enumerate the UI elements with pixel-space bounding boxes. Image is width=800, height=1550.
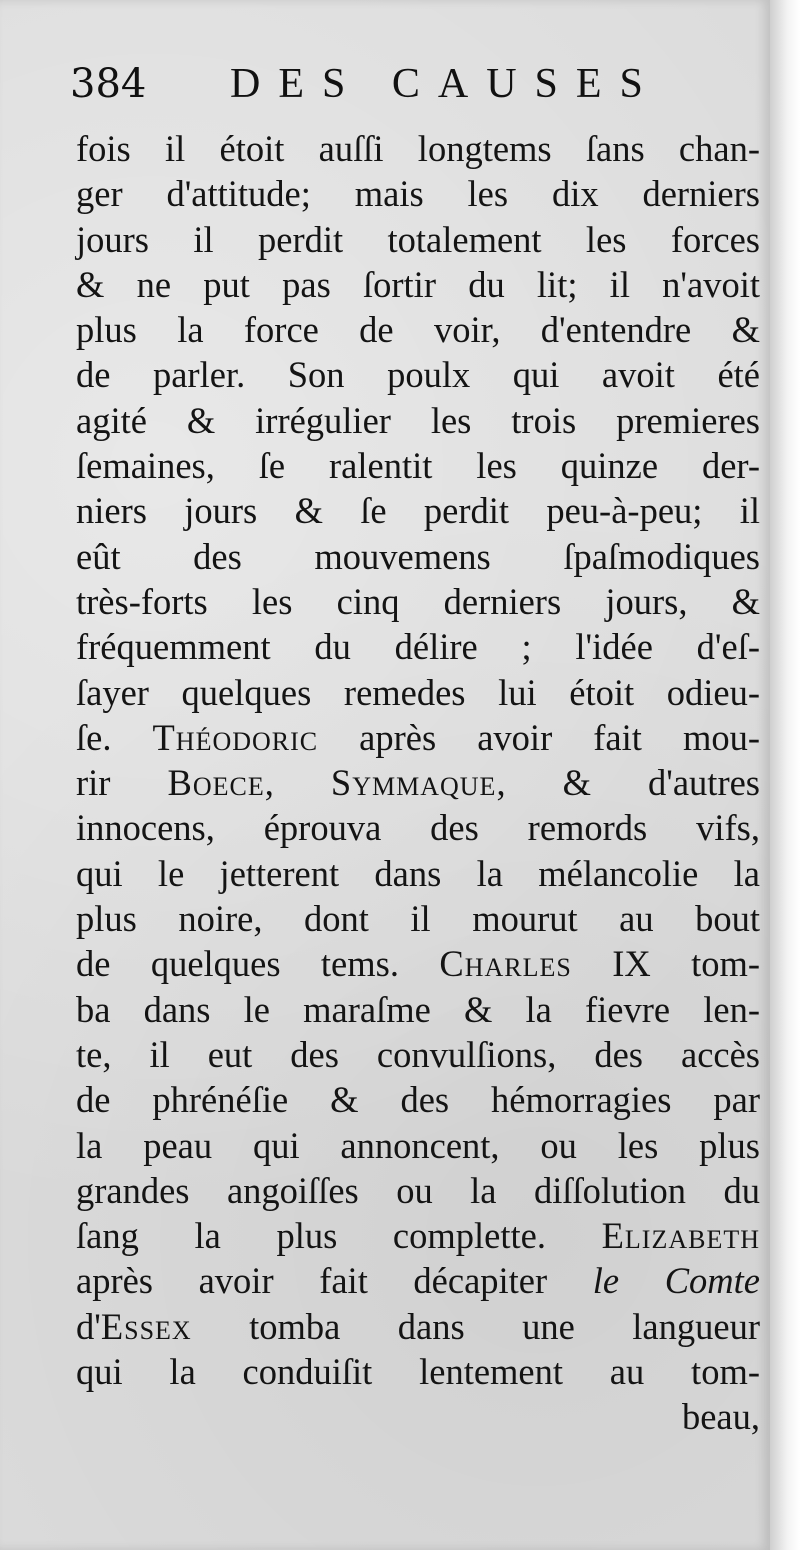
text-segment: rir [76,762,168,804]
text-line [76,1304,760,1349]
text-line [76,1168,760,1213]
text-segment: Théodoric [152,716,319,758]
text-segment: ſemaines, ſe ralentit les quinze der- [76,445,760,487]
text-line [76,352,760,397]
text-line [76,670,760,715]
text-line [76,624,760,669]
text-line [76,1349,760,1394]
text-segment: , & d'autres [496,762,761,804]
text-segment: qui la conduiſit lentement au tom- [76,1351,760,1393]
text-line [76,941,760,986]
text-segment: ſang la plus complette. [76,1215,602,1257]
text-segment: plus noire, dont il mourut au bout [76,898,760,940]
running-head: DES CAUSES [230,61,661,107]
text-segment: Charles [439,943,572,985]
body-text [76,126,760,1440]
text-segment: ſayer quelques remedes lui étoit odieu- [76,671,760,713]
text-line [76,896,760,941]
text-segment: ba dans le maraſme & la fievre len- [76,988,760,1030]
text-segment: Boece [167,762,265,804]
page-number: 384 [70,61,147,107]
text-line [76,398,760,443]
text-line [76,579,760,624]
text-line [76,1032,760,1077]
text-segment: IX tom- [571,943,761,985]
text-segment: de quelques tems. [76,943,440,985]
text-line [76,987,760,1032]
text-segment: fois il étoit auſſi longtems ſans chan- [76,128,760,169]
text-line [76,534,760,579]
text-line [76,1077,760,1122]
text-segment: le Comte [592,1260,760,1302]
text-line [76,171,760,216]
text-segment: Symmaque [330,762,497,804]
text-line [76,1394,760,1439]
text-line [76,307,760,352]
text-segment: fréquemment du délire ; l'idée d'eſ- [76,626,760,668]
text-segment: grandes angoiſſes ou la diſſolution du [76,1169,760,1211]
text-segment: de phrénéſie & des hémorragies par [76,1079,760,1121]
text-segment: , [264,762,331,804]
text-line [76,805,760,850]
text-line [76,851,760,896]
text-segment: Essex [100,1305,192,1347]
text-segment: agité & irrégulier les trois premieres [76,399,760,441]
text-segment: d' [76,1305,101,1347]
text-line [76,1258,760,1303]
text-line [76,1213,760,1258]
text-line [76,217,760,262]
text-line [76,715,760,760]
text-segment: ſe. [76,716,153,758]
text-segment: très-forts les cinq derniers jours, & [76,580,760,622]
text-line [76,760,760,805]
text-segment: te, il eut des convulſions, des accès [76,1033,760,1075]
text-segment: après avoir fait décapiter [76,1260,593,1302]
text-segment: la peau qui annoncent, ou les plus [76,1124,760,1166]
text-segment: Elizabeth [601,1215,760,1257]
text-segment: innocens, éprouva des remords vifs, [76,807,760,849]
text-segment: & ne put pas ſortir du lit; il n'avoit [76,263,760,305]
text-line [76,443,760,488]
text-segment: après avoir fait mou- [318,716,760,758]
text-segment: ger d'attitude; mais les dix derniers [76,173,760,215]
text-segment: beau, [681,1396,760,1438]
page-edge [770,0,800,1550]
text-segment: de parler. Son poulx qui avoit été [76,354,760,396]
text-segment: eût des mouvemens ſpaſmodiques [76,535,760,577]
page-header [70,58,760,118]
text-segment: niers jours & ſe perdit peu-à-peu; il [76,490,760,532]
text-segment: jours il perdit totalement les forces [76,218,760,260]
text-segment: plus la force de voir, d'entendre & [76,309,760,351]
text-segment: tomba dans une langueur [191,1305,760,1347]
text-line [76,488,760,533]
text-line [76,126,760,171]
text-line [76,1123,760,1168]
text-line [76,262,760,307]
text-segment: qui le jetterent dans la mélancolie la [76,852,760,894]
